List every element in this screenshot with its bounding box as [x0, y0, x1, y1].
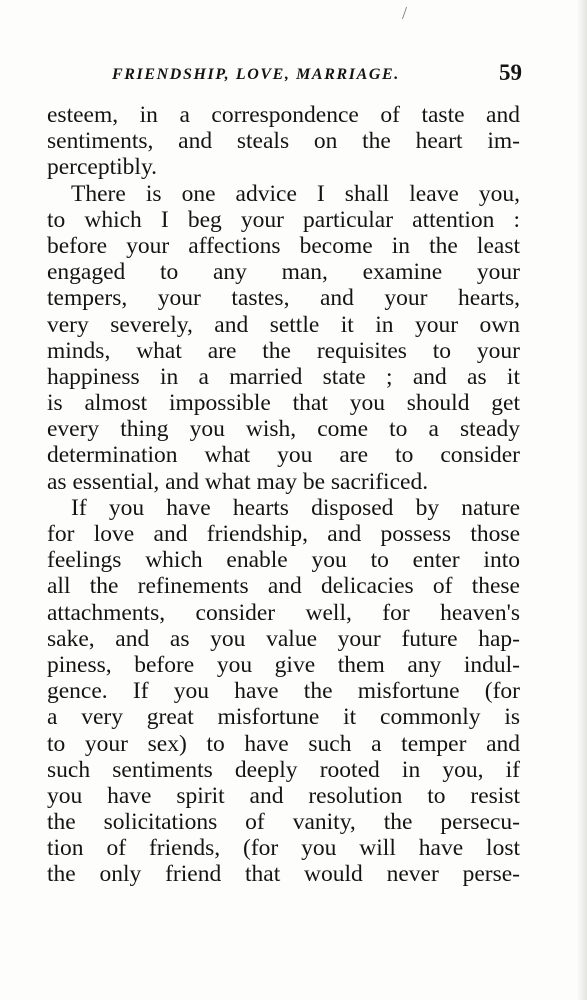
- text-line: sentiments, and steals on the heart im-: [47, 128, 520, 155]
- running-head: [112, 60, 522, 88]
- text-line: perceptibly.: [47, 154, 158, 181]
- text-line: every thing you wish, come to a steady: [47, 416, 520, 443]
- text-line: tion of friends, (for you will have lost: [47, 835, 520, 862]
- text-line: feelings which enable you to enter into: [47, 547, 520, 574]
- text-line: before your affections become in the least: [47, 232, 520, 259]
- text-line: gence. If you have the misfortune (for: [47, 678, 520, 705]
- text-line: tempers, your tastes, and your hearts,: [47, 285, 520, 312]
- text-line: the only friend that would never perse-: [47, 861, 520, 888]
- text-line: esteem, in a correspondence of taste and: [47, 102, 520, 128]
- text-line: the solicitations of vanity, the persecu-: [47, 809, 520, 836]
- text-line: to which I beg your particular attention :: [47, 206, 520, 233]
- text-line: There is one advice I shall leave you,: [71, 180, 520, 207]
- text-line: for love and friendship, and possess those: [47, 521, 520, 547]
- text-line: If you have hearts disposed by nature: [71, 494, 520, 521]
- top-margin-mark: /: [402, 3, 408, 23]
- text-line: to your sex) to have such a temper and: [47, 730, 520, 757]
- text-line: happiness in a married state ; and as it: [47, 363, 520, 390]
- text-line: a very great misfortune it commonly is: [47, 704, 520, 731]
- text-line: engaged to any man, examine your: [47, 259, 520, 286]
- text-line: all the refinements and delicacies of these: [47, 573, 520, 600]
- body-text: [47, 102, 520, 888]
- text-line: is almost impossible that you should get: [47, 390, 520, 417]
- page-number: 59: [499, 60, 522, 85]
- page-edge-shadow: [577, 0, 587, 1000]
- text-line: minds, what are the requisites to your: [47, 337, 520, 364]
- text-line: sake, and as you value your future hap-: [47, 625, 520, 652]
- text-line: you have spirit and resolution to resist: [47, 782, 520, 809]
- text-line: very severely, and settle it in your own: [47, 311, 520, 338]
- text-line: piness, before you give them any indul-: [47, 651, 520, 678]
- text-line: determination what you are to consider: [47, 442, 520, 469]
- text-line: attachments, consider well, for heaven's: [47, 599, 520, 626]
- text-line: as essential, and what may be sacrificed.: [47, 468, 429, 495]
- text-line: such sentiments deeply rooted in you, if: [47, 756, 520, 783]
- running-head-title: FRIENDSHIP, LOVE, MARRIAGE.: [112, 66, 400, 83]
